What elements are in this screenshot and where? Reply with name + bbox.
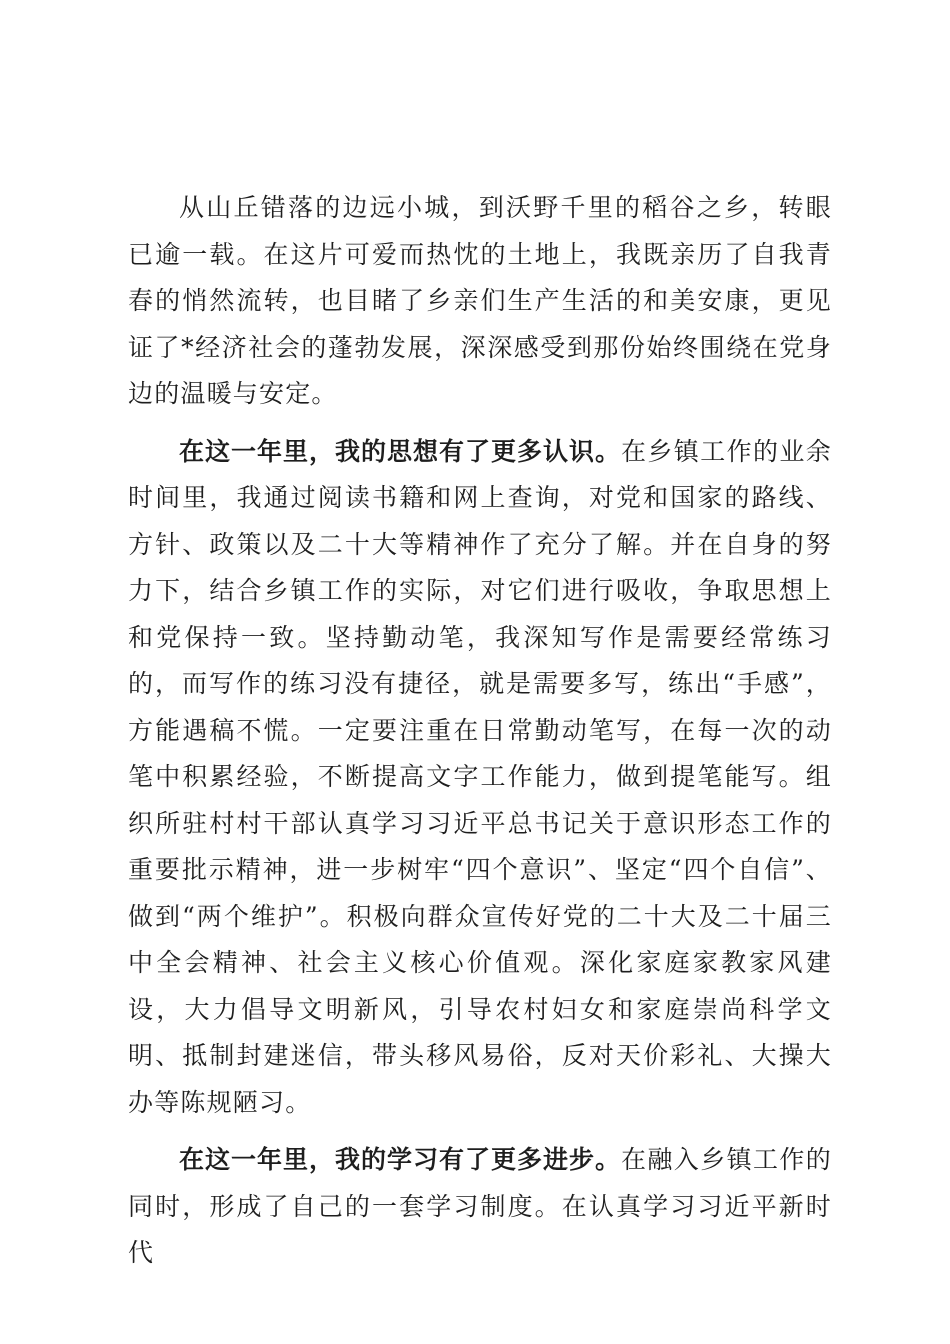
paragraph-text: 在乡镇工作的业余时间里，我通过阅读书籍和网上查询，对党和国家的路线、方针、政策以及二十大等精神作了充分了解。并在自身的努力下，结合乡镇工作的实际，对它们进行吸收，争取思想上和党保持一致。坚持勤动笔，我深知写作是需要经常练习的，而写作的练习没有捷径，就是需要多写，练出“手感”，方能遇稿不慌。一定要注重在日常勤动笔写，在每一次的动笔中积累经验，不断提高文字工作能力，做到提笔能写。组织所驻村村干部认真学习习近平总书记关于意识形态工作的重要批示精神，进一步树牢“四个意识”、坚定“四个自信”、做到“两个维护”。积极向群众宣传好党的二十大及二十届三中全会精神、社会主义核心价值观。深化家庭家教家风建设，大力倡导文明新风，引导农村妇女和家庭崇尚科学文明、抵制封建迷信，带头移风易俗，反对天价彩礼、大操大办等陈规陋习。 xyxy=(128,436,832,1117)
paragraph-intro xyxy=(128,185,832,418)
paragraph-thought xyxy=(128,429,832,1127)
paragraph-study xyxy=(128,1137,832,1277)
paragraph-text: 从山丘错落的边远小城，到沃野千里的稻谷之乡，转眼已逾一载。在这片可爱而热忱的土地上，我既亲历了自我青春的悄然流转，也目睹了乡亲们生产生活的和美安康，更见证了*经济社会的蓬勃发展，深深感受到那份始终围绕在党身边的温暖与安定。 xyxy=(128,193,832,408)
paragraph-lead: 在这一年里，我的学习有了更多进步。 xyxy=(179,1145,621,1174)
document-body xyxy=(128,185,832,1287)
paragraph-lead: 在这一年里，我的思想有了更多认识。 xyxy=(179,436,621,466)
paragraph-text: 在融入乡镇工作的同时，形成了自己的一套学习制度。在认真学习习近平新时代 xyxy=(128,1145,832,1267)
